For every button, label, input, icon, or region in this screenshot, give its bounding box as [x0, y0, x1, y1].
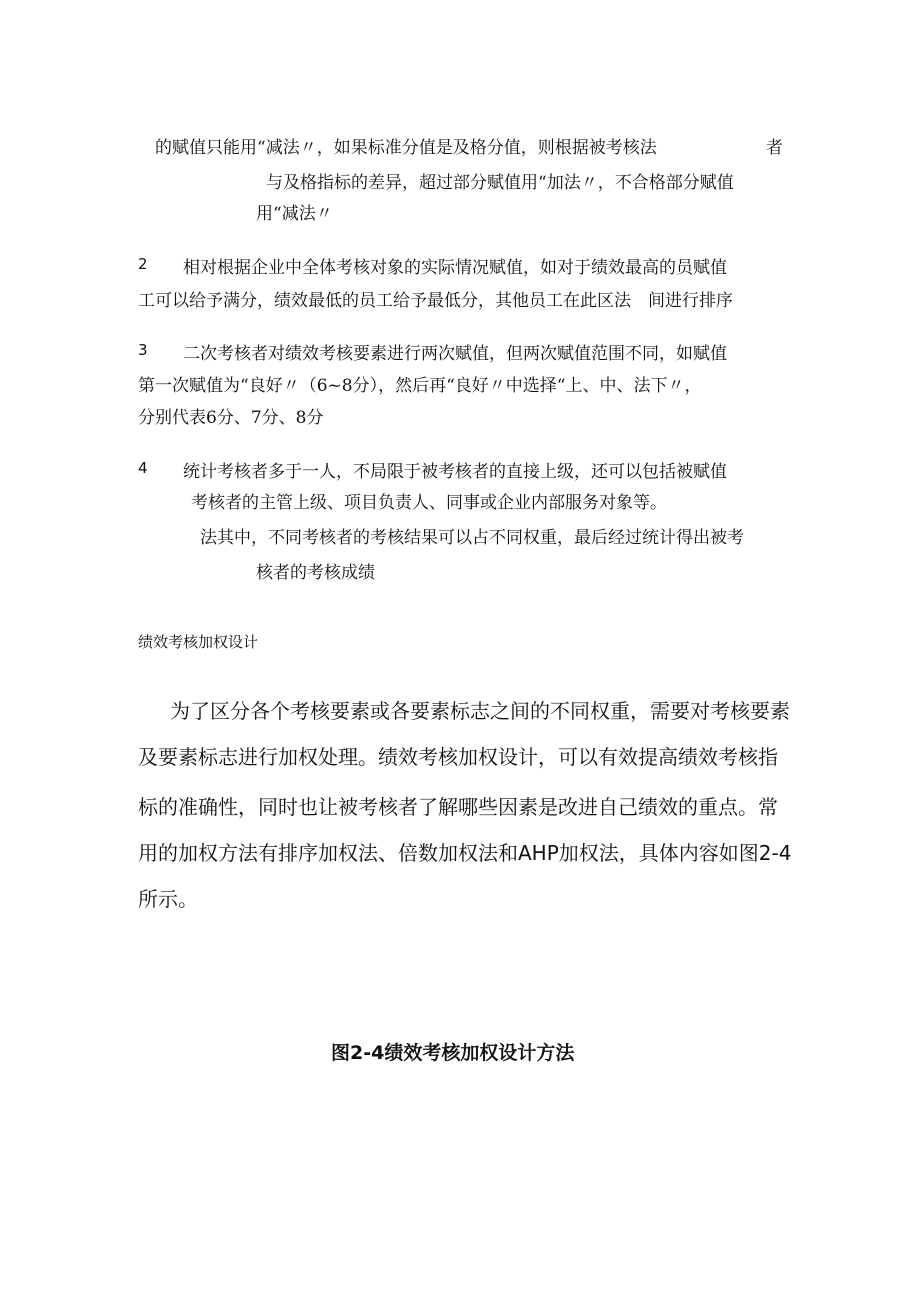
- item-2-number: 2: [138, 255, 148, 273]
- item-4-line-2: 考核者的主管上级、项目负责人、同事或企业内部服务对象等。: [191, 493, 667, 513]
- item-3-number: 3: [138, 341, 148, 359]
- top-line-1-tail: 者: [766, 138, 783, 158]
- body-line-3: 标的准确性，同时也让被考核者了解哪些因素是改进自己绩效的重点。常: [138, 795, 778, 819]
- top-line-3: 用“减法〃: [256, 204, 333, 224]
- figure-caption: 图2-4绩效考核加权设计方法: [331, 1042, 575, 1064]
- item-4-number: 4: [138, 459, 148, 477]
- item-3-line-1: 二次考核者对绩效考核要素进行两次赋值，但两次赋值范围不同，如赋值: [183, 344, 727, 364]
- item-3-line-3: 分别代表6分、7分、8分: [138, 408, 324, 428]
- top-line-2: 与及格指标的差异，超过部分赋值用“加法〃，不合格部分赋值: [266, 173, 734, 193]
- body-line-4: 用的加权方法有排序加权法、倍数加权法和AHP加权法，具体内容如图2-4: [138, 841, 792, 865]
- item-3-line-2: 第一次赋值为“良好〃（6~8分），然后再“良好〃中选择“上、中、法下〃，: [138, 376, 702, 396]
- item-4-line-1: 统计考核者多于一人，不局限于被考核者的直接上级，还可以包括被赋值: [183, 462, 727, 482]
- section-heading: 绩效考核加权设计: [138, 633, 259, 651]
- item-2-line-1: 相对根据企业中全体考核对象的实际情况赋值，如对于绩效最高的员赋值: [183, 258, 727, 278]
- body-line-2: 及要素标志进行加权处理。绩效考核加权设计，可以有效提高绩效考核指: [138, 745, 778, 769]
- top-line-1: 的赋值只能用“减法〃，如果标准分值是及格分值，则根据被考核法: [155, 138, 657, 158]
- body-line-1: 为了区分各个考核要素或各要素标志之间的不同权重，需要对考核要素: [170, 699, 790, 723]
- body-line-5: 所示。: [138, 887, 198, 911]
- item-4-line-3: 法其中，不同考核者的考核结果可以占不同权重，最后经过统计得出被考: [200, 528, 744, 548]
- item-2-line-2: 工可以给予满分，绩效最低的员工给予最低分，其他员工在此区法 间进行排序: [138, 291, 733, 311]
- item-4-line-4: 核者的考核成绩: [256, 563, 375, 583]
